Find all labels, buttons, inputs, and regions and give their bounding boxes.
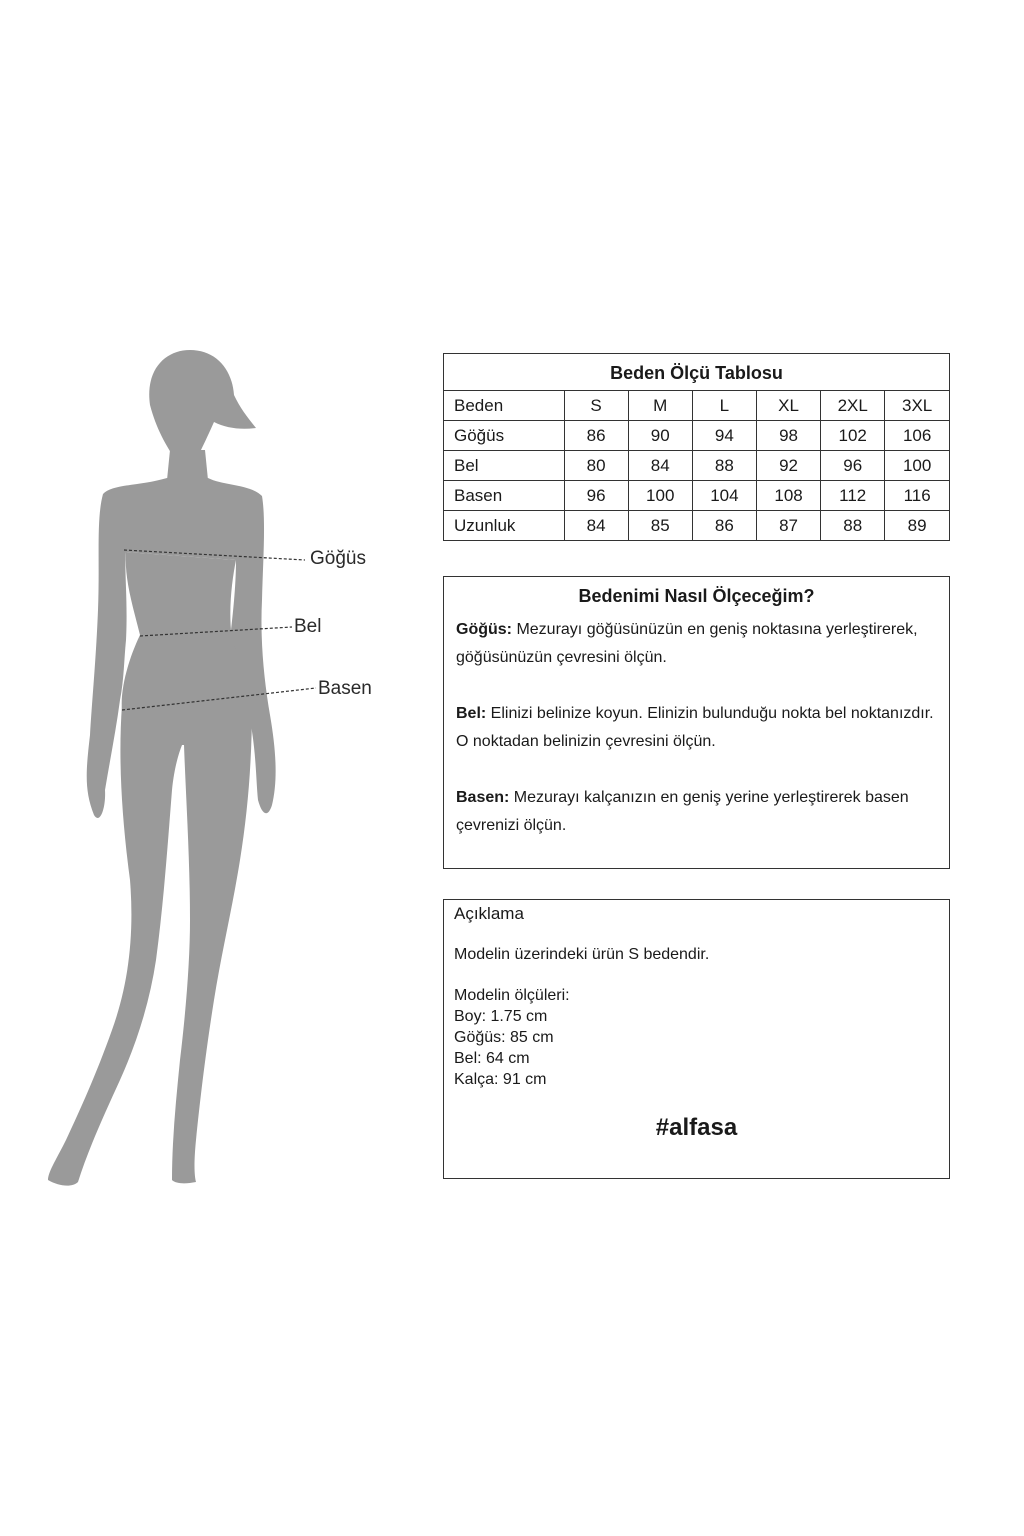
size-cell: 100 — [628, 481, 692, 511]
model-measurements-title: Modelin ölçüleri: — [454, 987, 570, 1004]
measure-term: Basen: — [456, 789, 510, 806]
size-cell: 96 — [564, 481, 628, 511]
model-size-note: Modelin üzerindeki ürün S bedendir. — [454, 946, 710, 963]
size-cell: 88 — [692, 451, 756, 481]
size-cell: M — [628, 391, 692, 421]
size-cell: 108 — [756, 481, 820, 511]
waist-label: Bel — [294, 616, 322, 637]
size-cell: 104 — [692, 481, 756, 511]
size-row-label: Göğüs — [444, 421, 564, 451]
size-cell: 102 — [821, 421, 885, 451]
chest-label: Göğüs — [310, 548, 366, 569]
size-cell: 89 — [885, 511, 949, 541]
size-cell: 112 — [821, 481, 885, 511]
size-cell: 96 — [821, 451, 885, 481]
right-leg-shape — [172, 705, 252, 1183]
size-cell: 88 — [821, 511, 885, 541]
size-row — [444, 421, 949, 451]
size-row-label: Beden — [444, 391, 564, 421]
model-measurement: Kalça: 91 cm — [454, 1071, 547, 1088]
size-chart-table — [443, 353, 950, 541]
size-row — [444, 451, 949, 481]
size-cell: 86 — [692, 511, 756, 541]
size-cell: 80 — [564, 451, 628, 481]
size-row-label: Basen — [444, 481, 564, 511]
body-silhouette-icon — [0, 0, 440, 1300]
size-cell: 3XL — [885, 391, 949, 421]
size-row — [444, 481, 949, 511]
measure-term: Bel: — [456, 705, 487, 722]
size-chart-body — [444, 391, 949, 540]
size-cell: 94 — [692, 421, 756, 451]
notes-title: Açıklama — [454, 904, 524, 923]
measure-item-hip — [456, 784, 937, 840]
size-cell: 84 — [564, 511, 628, 541]
head-shape — [149, 350, 256, 460]
notes-section — [443, 899, 950, 1179]
size-cell: 106 — [885, 421, 949, 451]
size-row — [444, 511, 949, 541]
size-row-label: Uzunluk — [444, 511, 564, 541]
size-cell: 85 — [628, 511, 692, 541]
measure-text: Mezurayı göğüsünüzün en geniş noktasına yerleştirerek, göğüsünüzün çevresini ölçün. — [456, 621, 918, 666]
model-measurement: Bel: 64 cm — [454, 1050, 530, 1067]
size-row-label: Bel — [444, 451, 564, 481]
size-cell: 86 — [564, 421, 628, 451]
size-cell: XL — [756, 391, 820, 421]
measure-item-waist — [456, 700, 937, 756]
measure-item-chest — [456, 616, 937, 672]
size-cell: 87 — [756, 511, 820, 541]
measure-text: Elinizi belinize koyun. Elinizin bulunduğu nokta bel noktanızdır. O noktadan belinizin çevresini ölçün. — [456, 705, 934, 750]
measure-text: Mezurayı kalçanızın en geniş yerine yerleştirerek basen çevrenizi ölçün. — [456, 789, 909, 834]
size-cell: 92 — [756, 451, 820, 481]
size-cell: 116 — [885, 481, 949, 511]
how-to-measure-title: Bedenimi Nasıl Ölçeceğim? — [578, 586, 815, 606]
size-cell: 90 — [628, 421, 692, 451]
left-leg-shape — [48, 705, 188, 1186]
size-chart-title: Beden Ölçü Tablosu — [444, 354, 949, 391]
model-measurement: Göğüs: 85 cm — [454, 1029, 554, 1046]
size-cell: 84 — [628, 451, 692, 481]
model-measurement: Boy: 1.75 cm — [454, 1008, 548, 1025]
size-cell: S — [564, 391, 628, 421]
size-cell: 98 — [756, 421, 820, 451]
hip-label: Basen — [318, 678, 372, 699]
size-header-row — [444, 391, 949, 421]
brand-hashtag: #alfasa — [655, 1114, 738, 1141]
measure-term: Göğüs: — [456, 621, 512, 638]
size-cell: 100 — [885, 451, 949, 481]
size-cell: 2XL — [821, 391, 885, 421]
how-to-measure-section — [443, 576, 950, 869]
body-silhouette-figure — [0, 0, 440, 1300]
neck-shape — [167, 450, 208, 480]
size-cell: L — [692, 391, 756, 421]
